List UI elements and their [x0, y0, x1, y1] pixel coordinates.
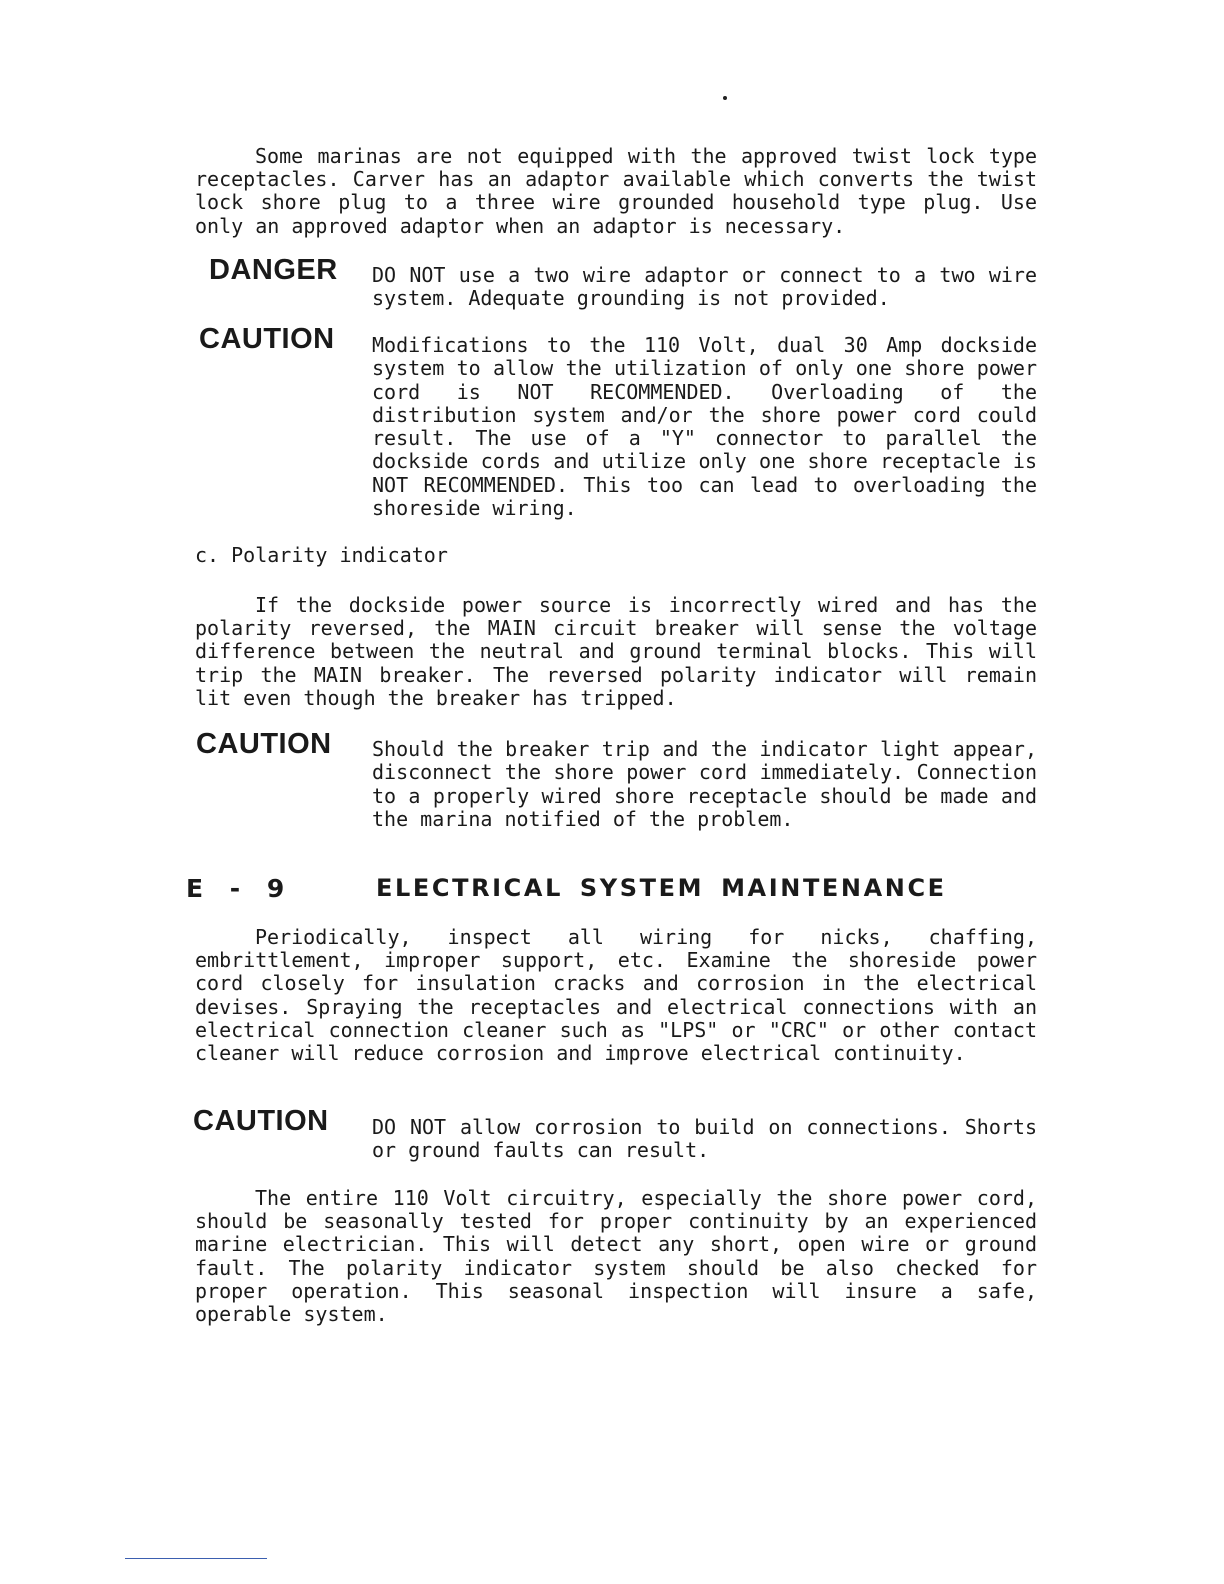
caution-text: Modifications to the 110 Volt, dual 30 Amp dockside system to allow the utilization of only one shore power cord is NOT RECOMMENDED. Overloading of the distribution system and/or the shore power cord could result. The use of a "Y" connector to parallel the dockside cords and utilize only one shore receptacle is NOT RECOMMENDED. This too can lead to overloading the shoreside wiring.: [372, 333, 1037, 521]
scan-speck: [723, 96, 727, 100]
testing-paragraph: The entire 110 Volt circuitry, especially the shore power cord, should be seasonally tested for proper continuity by an experienced marine electrician. This will detect any short, open wire or ground fault. The polarity indicator system should be also checked for proper operation. This seasonal inspection will insure a safe, operable system.: [195, 1186, 1037, 1327]
polarity-paragraph: If the dockside power source is incorrectly wired and has the polarity reversed, the MAIN circuit breaker will sense the voltage difference between the neutral and ground terminal blocks. This will trip the MAIN breaker. The reversed polarity indicator will remain lit even though the breaker has tripped.: [195, 593, 1037, 710]
section-title: ELECTRICAL SYSTEM MAINTENANCE: [376, 874, 947, 902]
danger-text: DO NOT use a two wire adaptor or connect to a two wire system. Adequate grounding is not provided.: [372, 263, 1037, 311]
maintenance-paragraph: Periodically, inspect all wiring for nicks, chaffing, embrittlement, improper support, etc. Examine the shoreside power cord closely for insulation cracks and corrosion in the electrical devises. Spraying the receptacles and electrical connections with an electrical connection cleaner such as "LPS" or "CRC" or other contact cleaner will reduce corrosion and improve electrical continuity.: [195, 925, 1037, 1066]
caution-label: CAUTION: [199, 323, 335, 355]
caution-label: CAUTION: [193, 1105, 329, 1137]
caution-label: CAUTION: [196, 728, 332, 760]
caution-text: Should the breaker trip and the indicator light appear, disconnect the shore power cord immediately. Connection to a properly wired shore receptacle should be made and the marina notified of the problem.: [372, 737, 1037, 831]
intro-paragraph: Some marinas are not equipped with the approved twist lock type receptacles. Carver has an adaptor available which converts the twist lock shore plug to a three wire grounded household type plug. Use only an approved adaptor when an adaptor is necessary.: [195, 144, 1037, 238]
caution-text: DO NOT allow corrosion to build on connections. Shorts or ground faults can result.: [372, 1115, 1037, 1163]
danger-label: DANGER: [209, 254, 338, 286]
footnote-rule: [125, 1558, 267, 1559]
section-number: E - 9: [186, 874, 287, 903]
polarity-subheading: c. Polarity indicator: [195, 543, 448, 567]
